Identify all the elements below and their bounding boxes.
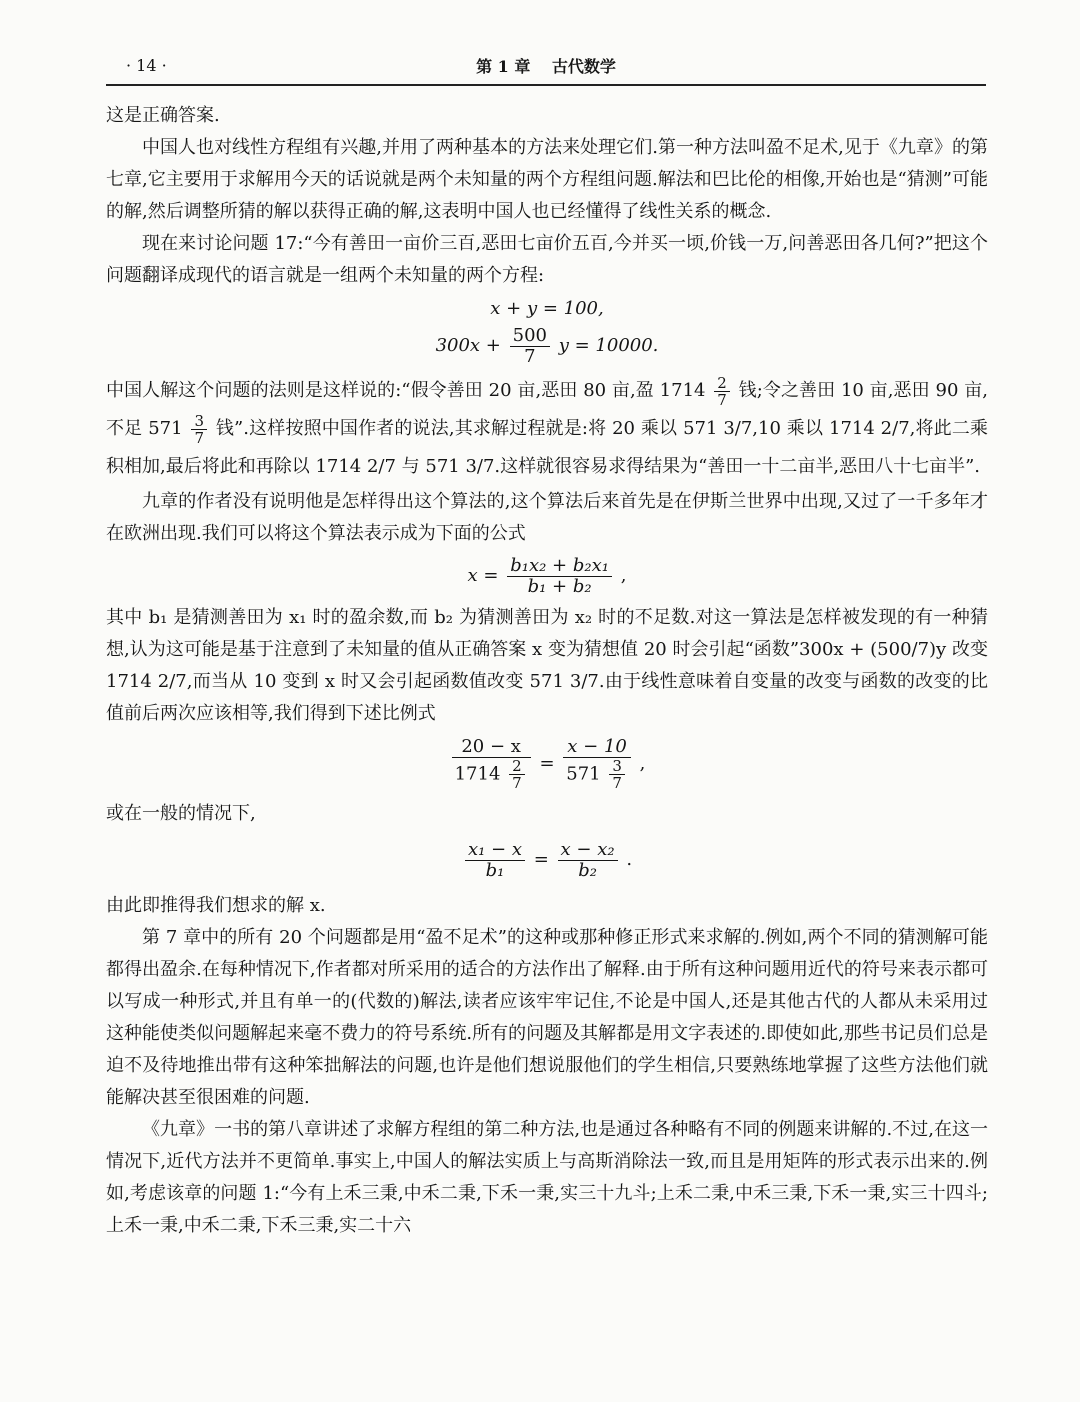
fraction-numerator: 2 [714,375,730,392]
fraction-2-7 [509,758,525,791]
paragraph-8: 由此即推得我们想求的解 x. [106,895,326,916]
paragraph-9: 第 7 章中的所有 20 个问题都是用“盈不足术”的这种或那种修正形式来求解的.例如,两个不同的猜测解可能都得出盈余.在每种情况下,作者都对所采用的适合的方法作出了解释.由于所有这种问题用近代的符号来表示都可以写成一种形式,并且有单一的(代数的)解法,读者应该牢牢记住,不论是中国人,还是其他古代的人都从未采用过这种能使类似问题解起来毫不费力的符号系统.所有的问题及其解都是用文字表述的.即使如此,那些书记员们总是迫不及待地推出带有这种笨拙解法的问题,也许是他们想说服他们的学生相信,只要熟练地掌握了这些方法他们就能解决甚至很困难的问题. [106,927,988,1108]
fraction-numerator: 3 [191,413,207,430]
mixed-number-integer: 1714 [454,763,501,785]
fraction-numerator: 2 [509,758,525,775]
fraction-denominator: b₁ + b₂ [527,575,592,597]
proportion-left [452,737,531,791]
proportion-punct: , [639,753,646,774]
page-header [106,50,986,86]
fraction-numerator: x₁ − x [465,840,525,861]
proportion-specific [106,730,988,798]
equation-1: x + y = 100, [490,298,604,319]
formula-x-punct: , [620,565,627,586]
fraction-3-7 [609,758,625,791]
fraction-500-7 [510,326,550,367]
proportion-punct: . [626,849,633,870]
fraction-denominator: 7 [717,390,727,409]
equals-sign: = [539,753,555,774]
fraction-denominator: 7 [194,428,204,447]
fraction-numerator: 3 [609,758,625,775]
paragraph-1: 这是正确答案. [106,105,220,126]
equals-sign: = [533,849,549,870]
fraction-numerator: x − 10 [563,737,631,758]
fraction-2-7 [714,375,730,408]
paragraph-7: 或在一般的情况下, [106,803,256,824]
fraction-denominator: 7 [524,345,536,367]
paragraph-5: 九章的作者没有说明他是怎样得出这个算法的,这个算法后来首先是在伊斯兰世界中出现,又过了一千多年才在欧洲出现.我们可以将这个算法表示成为下面的公式 [106,491,988,544]
equation-2-right: y = 10000. [558,335,659,356]
fraction-denominator: b₂ [578,859,597,881]
paragraph-3: 现在来讨论问题 17:“今有善田一亩价三百,恶田七亩价五百,今并买一顷,价钱一万,问善恶田各几何?”把这个问题翻译成现代的语言就是一组两个未知量的两个方程: [106,233,988,286]
fraction-denominator: 7 [612,774,622,792]
formula-x-fraction [507,556,612,597]
formula-x-lhs: x = [467,565,499,586]
paragraph-4 [106,372,988,486]
paragraph-2: 中国人也对线性方程组有兴趣,并用了两种基本的方法来处理它们.第一种方法叫盈不足术,见于《九章》的第七章,它主要用于求解用今天的话说就是两个未知量的两个方程组问题.解法和巴比伦的相像,开始也是“猜测”可能的解,然后调整所猜的解以获得正确的解,这表明中国人也已经懂得了线性关系的概念. [106,137,988,222]
proportion-left [465,840,525,881]
equation-2-left: 300x + [435,335,501,356]
fraction-denominator: 7 [512,774,522,792]
paragraph-4-part-b: 钱;令之善田 10 亩,恶田 90 亩,不足 571 [106,380,989,439]
equation-2 [106,324,988,368]
mixed-number-integer: 571 [566,763,601,785]
fraction-denominator [452,758,531,791]
fraction-numerator: 500 [510,326,550,347]
proportion-general [106,830,988,890]
fraction-numerator: b₁x₂ + b₂x₁ [507,556,612,577]
fraction-numerator: x − x₂ [558,840,618,861]
fraction-numerator: 20 − x [452,737,531,758]
paragraph-4-part-a: 中国人解这个问题的法则是这样说的:“假令善田 20 亩,恶田 80 亩,盈 1714 [106,380,706,401]
page-body [106,100,988,1242]
equation-system [106,294,988,368]
paragraph-6: 其中 b₁ 是猜测善田为 x₁ 时的盈余数,而 b₂ 为猜测善田为 x₂ 时的不足数.对这一算法是怎样被发现的有一种猜想,认为这可能是基于注意到了未知量的值从正确答案 x 变为猜想值 20 时会引起“函数”300x + (500/7)y 改变 1714 2/7,而当从 10 变到 x 时又会引起函数值改变 571 3/7.由于线性意味着自变量的改变与函数的改变的比值前后两次应该相等,我们得到下述比例式 [106,607,989,724]
fraction-denominator: b₁ [485,859,505,881]
page-number: · 14 · [126,56,167,75]
paragraph-4-part-c: 钱”.这样按照中国作者的说法,其求解过程就是:将 20 乘以 571 3/7,10 乘以 1714 2/7,将此二乘积相加,最后将此和再除以 1714 2/7 与 571 3/7.这样就很容易求得结果为“善田一十二亩半,恶田八十七亩半”. [106,418,988,477]
formula-x [106,550,988,602]
proportion-right [563,737,631,791]
chapter-title: 第 1 章 古代数学 [476,57,616,76]
paragraph-10: 《九章》一书的第八章讲述了求解方程组的第二种方法,也是通过各种略有不同的例题来讲解的.不过,在这一情况下,近代方法并不更简单.事实上,中国人的解法实质上与高斯消除法一致,而且是用矩阵的形式表示出来的.例如,考虑该章的问题 1:“今有上禾三秉,中禾二秉,下禾一秉,实三十九斗;上禾二秉,中禾三秉,下禾一秉,实三十四斗;上禾一秉,中禾二秉,下禾三秉,实二十六 [106,1119,988,1236]
proportion-right [558,840,618,881]
fraction-denominator [563,758,631,791]
fraction-3-7 [191,413,207,446]
